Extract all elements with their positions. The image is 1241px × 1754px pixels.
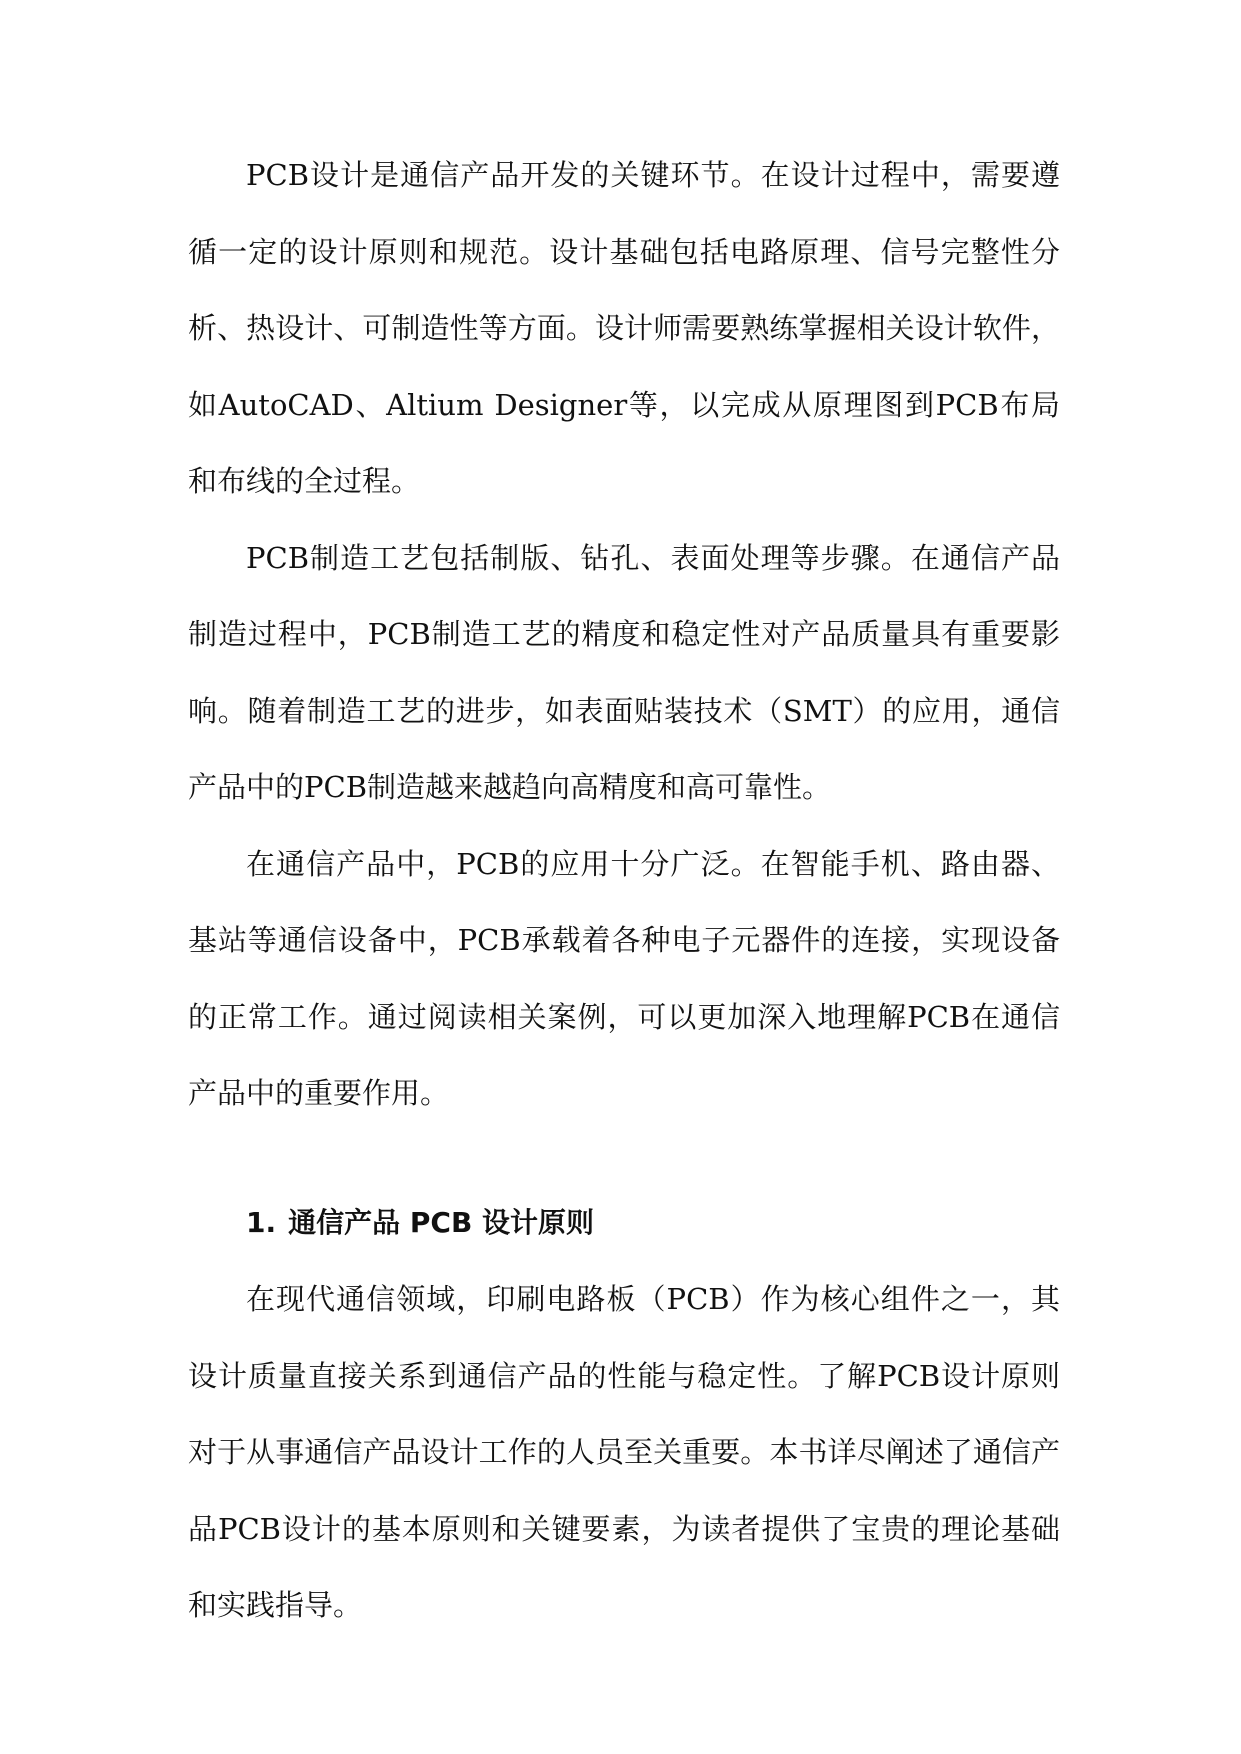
section-title: 通信产品 PCB 设计原则 <box>288 1205 595 1239</box>
paragraph-pcb-design-overview: PCB设计是通信产品开发的关键环节。在设计过程中，需要遵循一定的设计原则和规范。设计基础包括电路原理、信号完整性分析、热设计、可制造性等方面。设计师需要熟练掌握相关设计软件，如AutoCAD、Altium Designer等，以完成从原理图到PCB布局和布线的全过程。 <box>188 158 1060 498</box>
paragraph-pcb-applications: 在通信产品中，PCB的应用十分广泛。在智能手机、路由器、基站等通信设备中，PCB承载着各种电子元器件的连接，实现设备的正常工作。通过阅读相关案例，可以更加深入地理解PCB在通信产品中的重要作用。 <box>188 846 1060 1110</box>
document-body <box>188 137 1060 1644</box>
section-number: 1. <box>246 1205 277 1239</box>
section-heading <box>188 1185 1060 1262</box>
paragraph-design-principles-intro: 在现代通信领域，印刷电路板（PCB）作为核心组件之一，其设计质量直接关系到通信产品的性能与稳定性。了解PCB设计原则对于从事通信产品设计工作的人员至关重要。本书详尽阐述了通信产品PCB设计的基本原则和关键要素，为读者提供了宝贵的理论基础和实践指导。 <box>188 1282 1060 1622</box>
paragraph-pcb-manufacturing: PCB制造工艺包括制版、钻孔、表面处理等步骤。在通信产品制造过程中，PCB制造工艺的精度和稳定性对产品质量具有重要影响。随着制造工艺的进步，如表面贴装技术（SMT）的应用，通信产品中的PCB制造越来越趋向高精度和高可靠性。 <box>188 540 1060 804</box>
